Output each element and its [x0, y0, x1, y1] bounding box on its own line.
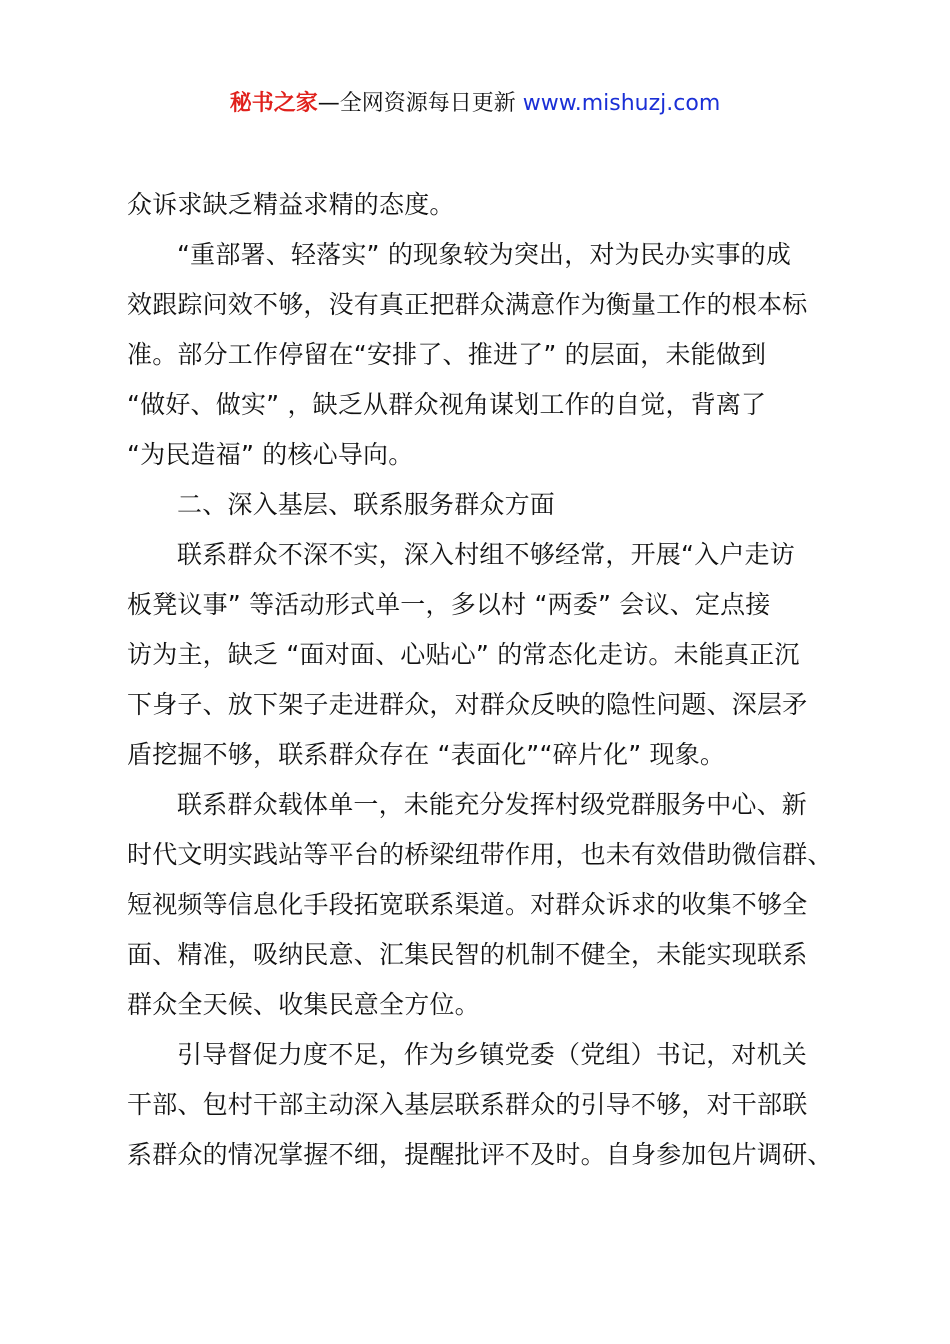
paragraph-start: 引导督促力度不足，作为乡镇党委（党组）书记，对机关 — [177, 1040, 808, 1069]
page-header — [0, 88, 950, 120]
paragraph-start: “重部署、轻落实” 的现象较为突出，对为民办实事的成 — [177, 240, 792, 269]
brand-name: 秘书之家 — [229, 91, 318, 116]
text-line: 时代文明实践站等平台的桥梁纽带作用，也未有效借助微信群、 — [127, 840, 833, 869]
text-line: 板凳议事” 等活动形式单一，多以村 “两委” 会议、定点接 — [127, 590, 771, 619]
text-line: 短视频等信息化手段拓宽联系渠道。对群众诉求的收集不够全 — [127, 890, 808, 919]
text-line: 干部、包村干部主动深入基层联系群众的引导不够，对干部联 — [127, 1090, 808, 1119]
text-line: 效跟踪问效不够，没有真正把群众满意作为衡量工作的根本标 — [127, 290, 808, 319]
text-line: 系群众的情况掌握不细，提醒批评不及时。自身参加包片调研、 — [127, 1140, 833, 1169]
text-line: 盾挖掘不够，联系群众存在 “表面化”“碎片化” 现象。 — [127, 740, 726, 769]
text-line: “做好、做实” ，缺乏从群众视角谋划工作的自觉，背离了 — [127, 390, 767, 419]
paragraph-start: 联系群众不深不实，深入村组不够经常，开展“入户走访 — [177, 540, 795, 569]
text-line: 群众全天候、收集民意全方位。 — [127, 990, 480, 1019]
text-line: 众诉求缺乏精益求精的态度。 — [127, 190, 455, 219]
text-line: “为民造福” 的核心导向。 — [127, 440, 414, 469]
text-line: 准。部分工作停留在“安排了、推进了” 的层面，未能做到 — [127, 340, 767, 369]
text-line: 面、精准，吸纳民意、汇集民智的机制不健全，未能实现联系 — [127, 940, 808, 969]
text-line: 下身子、放下架子走进群众，对群众反映的隐性问题、深层矛 — [127, 690, 808, 719]
text-line: 访为主，缺乏 “面对面、心贴心” 的常态化走访。未能真正沉 — [127, 640, 800, 669]
paragraph-start: 联系群众载体单一，未能充分发挥村级党群服务中心、新 — [177, 790, 808, 819]
site-url-link[interactable]: www.mishuzj.com — [522, 91, 721, 116]
section-heading: 二、深入基层、联系服务群众方面 — [177, 490, 556, 519]
header-tagline: —全网资源每日更新 — [317, 91, 516, 116]
document-body — [127, 180, 837, 1180]
